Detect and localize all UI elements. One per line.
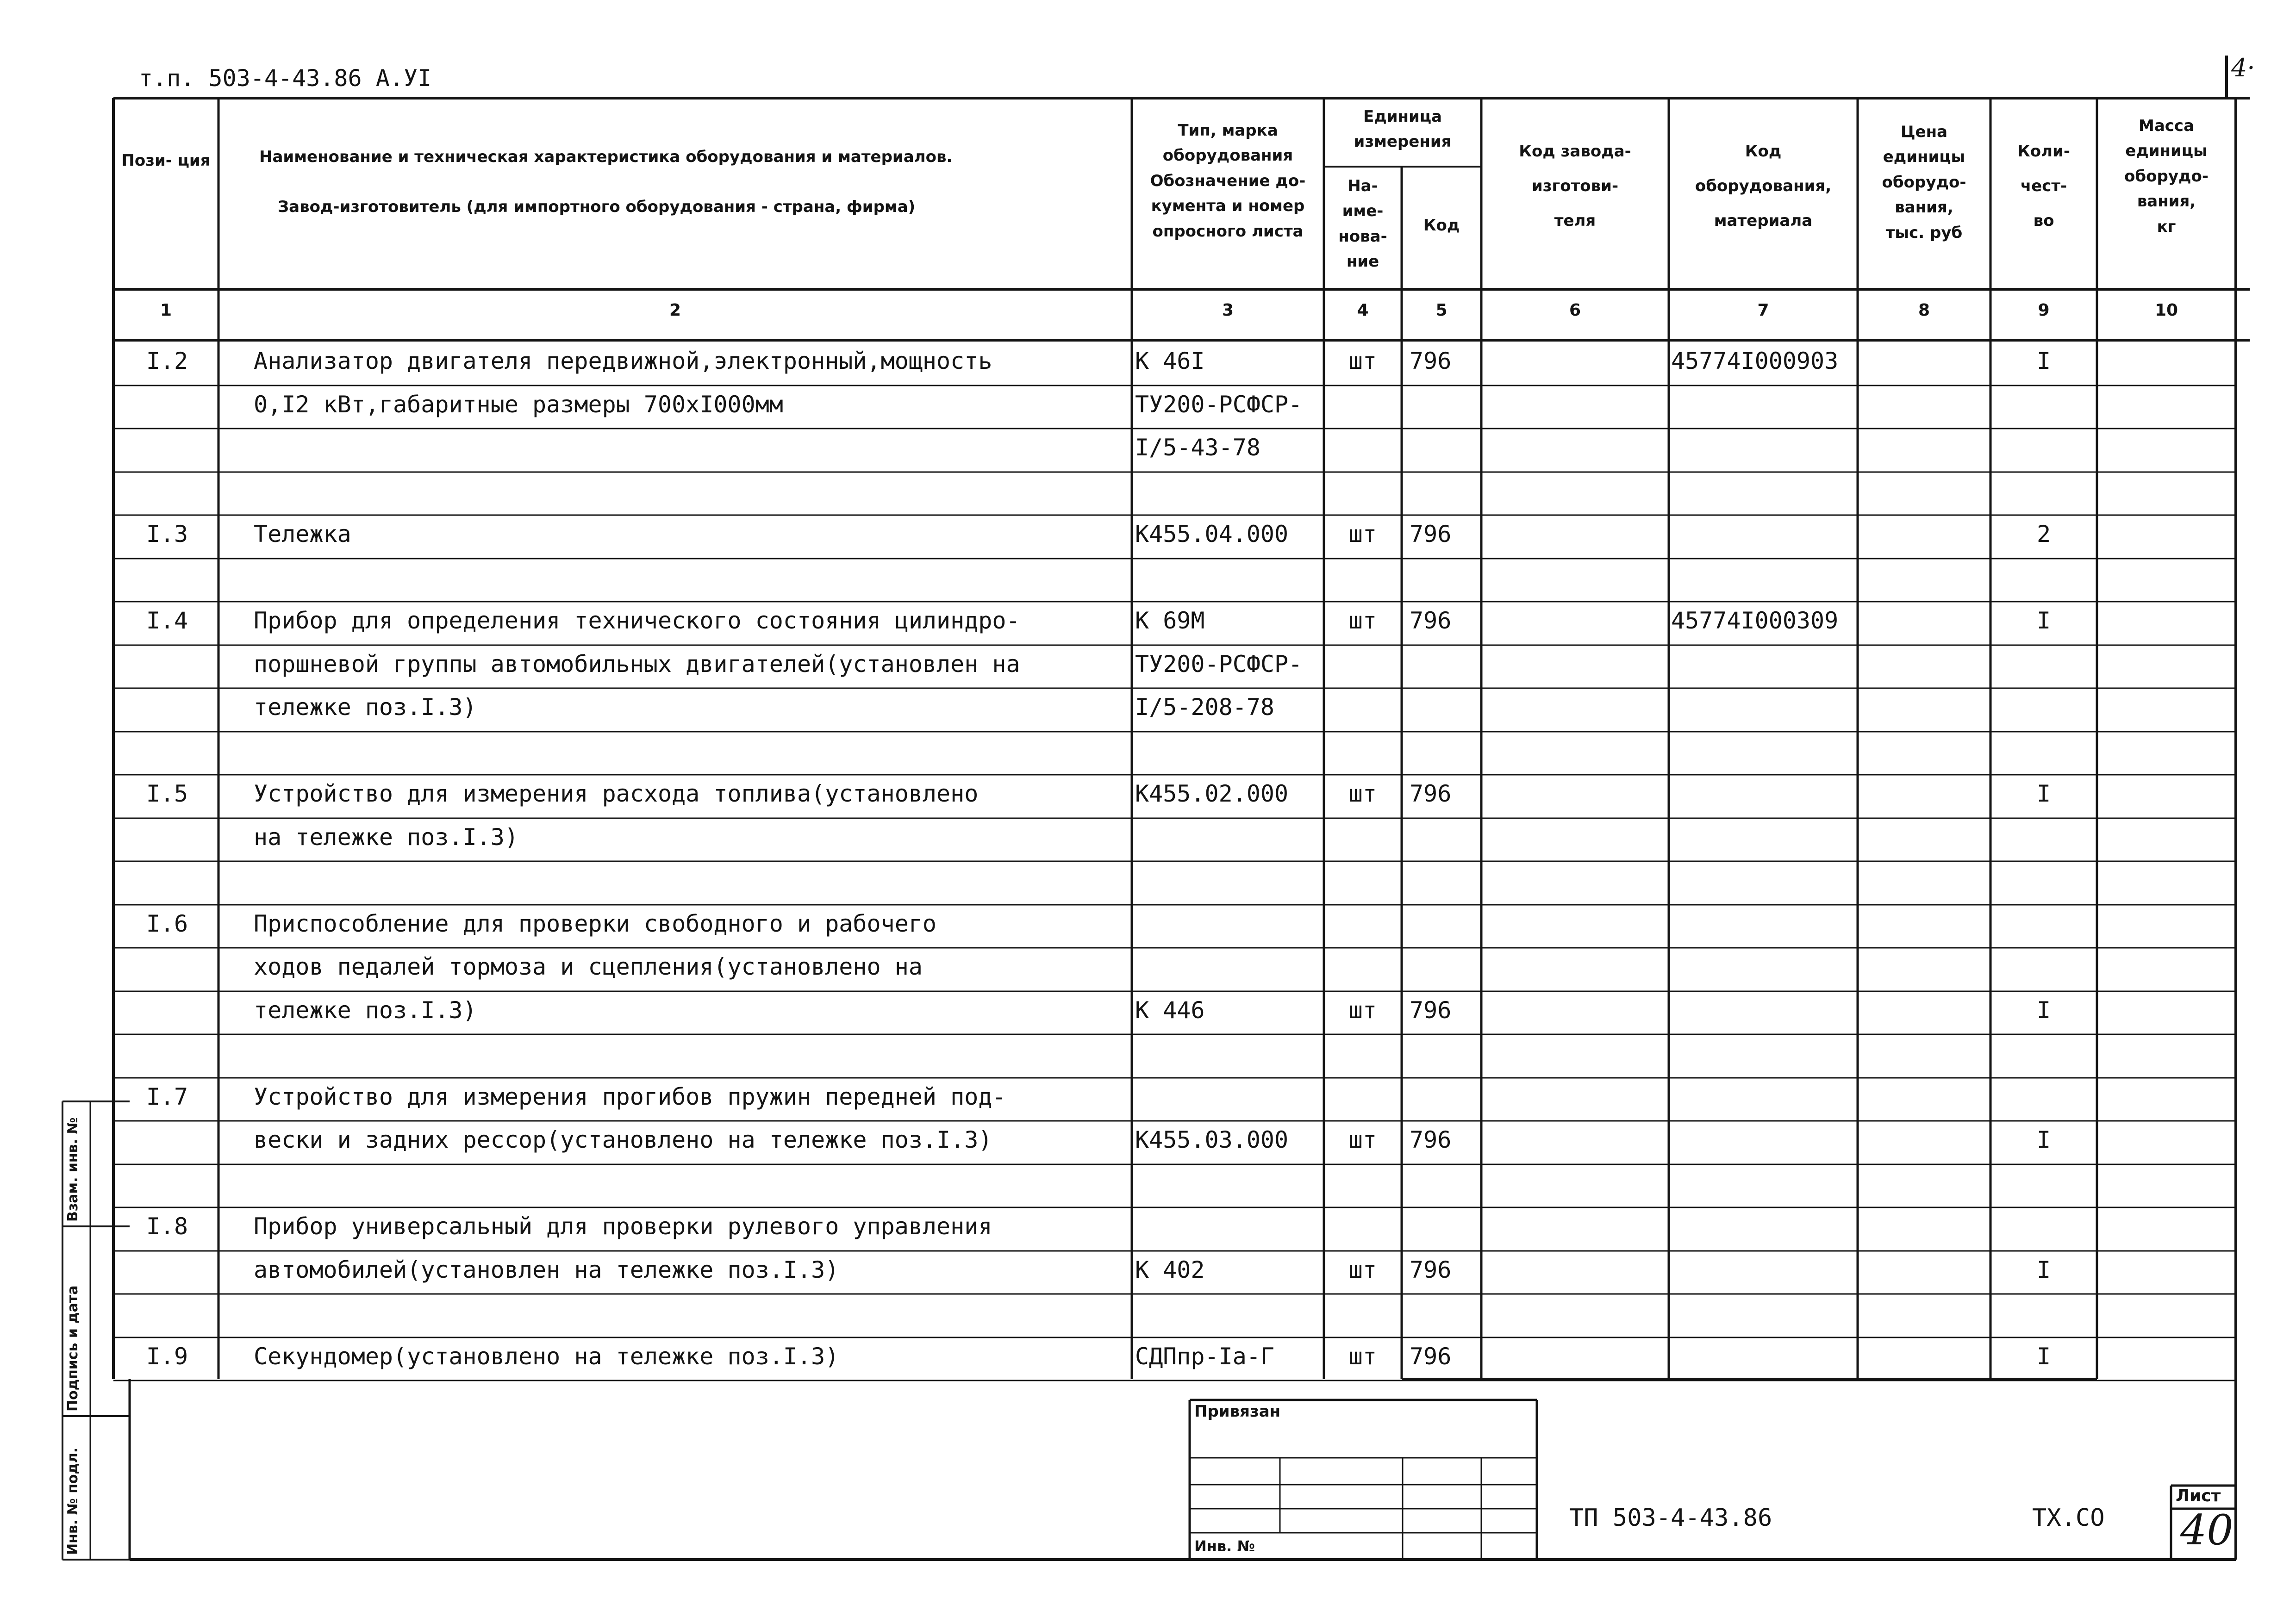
cell-name: Приспособление для проверки свободного и рабочего: [254, 910, 937, 937]
cell-unit-code: 796: [1410, 1256, 1452, 1283]
cell-unit-code: 796: [1410, 1126, 1452, 1153]
cell-name: тележке поз.I.3): [254, 996, 477, 1024]
cell-position: I.5: [146, 780, 188, 807]
cell-position: I.7: [146, 1083, 188, 1110]
cell-name: 0,I2 кВт,габаритные размеры 700хI000мм: [254, 391, 783, 418]
cell-position: I.4: [146, 607, 188, 634]
cell-unit: шт: [1348, 1126, 1377, 1153]
cell-type: ТУ200-РСФСР-: [1135, 391, 1303, 418]
cell-type: К 69М: [1135, 607, 1205, 634]
cell-unit-code: 796: [1410, 348, 1452, 374]
stamp-sheet-number: 40: [2180, 1506, 2234, 1555]
stamp-document-number: ТП 503-4-43.86: [1569, 1504, 1772, 1532]
side-label-inv-no: Инв. № подл.: [65, 1447, 81, 1555]
cell-position: I.3: [146, 521, 188, 547]
column-number-9: 9: [2038, 301, 2050, 320]
stamp-inv-no-label: Инв. №: [1194, 1537, 1255, 1555]
cell-unit-code: 796: [1410, 996, 1452, 1024]
column-number-3: 3: [1222, 301, 1234, 320]
cell-type: К 446: [1135, 996, 1205, 1024]
side-label-replacement-inv: Взам. инв. №: [65, 1117, 81, 1222]
column-number-4: 4: [1357, 301, 1369, 320]
cell-position: I.8: [146, 1213, 188, 1240]
cell-position: I.9: [146, 1343, 188, 1370]
cell-name: Прибор для определения технического состояния цилиндро-: [254, 607, 1020, 634]
cell-quantity: I: [2036, 996, 2051, 1024]
header-equipment-code: Код оборудования, материала: [1695, 142, 1832, 230]
cell-unit: шт: [1348, 607, 1377, 634]
stamp-mark: ТХ.СО: [2032, 1504, 2105, 1532]
header-quantity: Коли- чест- во: [2017, 142, 2070, 230]
cell-unit: шт: [1348, 521, 1377, 547]
cell-position: I.6: [146, 910, 188, 937]
cell-name: автомобилей(установлен на тележке поз.I.3): [254, 1256, 839, 1283]
cell-type: К455.03.000: [1135, 1126, 1289, 1153]
header-factory-code: Код завода- изготови- теля: [1519, 142, 1631, 230]
cell-quantity: I: [2036, 348, 2051, 374]
cell-name: Прибор универсальный для проверки рулевого управления: [254, 1213, 992, 1240]
cell-type: I/5-208-78: [1135, 694, 1275, 721]
column-number-1: 1: [160, 301, 172, 320]
cell-unit-code: 796: [1410, 521, 1452, 547]
column-number-6: 6: [1569, 301, 1581, 320]
cell-type: К455.02.000: [1135, 780, 1289, 807]
cell-name: вески и задних рессор(установлено на тележке поз.I.3): [254, 1126, 992, 1153]
cell-type: К455.04.000: [1135, 521, 1289, 547]
cell-unit: шт: [1348, 1343, 1377, 1370]
cell-name: Анализатор двигателя передвижной,электронный,мощность: [254, 348, 992, 374]
cell-name: тележке поз.I.3): [254, 694, 477, 721]
header-position: Пози- ция: [121, 151, 211, 170]
cell-unit: шт: [1348, 1256, 1377, 1283]
column-number-2: 2: [669, 301, 681, 320]
header-mass: Масса единицы оборудо- вания, кг: [2124, 117, 2209, 236]
cell-type: СДПпр-Iа-Г: [1135, 1343, 1275, 1370]
cell-quantity: 2: [2036, 521, 2051, 547]
column-number-7: 7: [1757, 301, 1769, 320]
cell-name: Устройство для измерения прогибов пружин передней под-: [254, 1083, 1006, 1110]
column-number-8: 8: [1918, 301, 1930, 320]
cell-equipment-code: 45774I000309: [1671, 607, 1839, 634]
cell-quantity: I: [2036, 1126, 2051, 1153]
header-unit-group: Единица измерения: [1354, 107, 1452, 151]
document-code: т.п. 503-4-43.86 А.УI: [139, 65, 432, 92]
cell-unit-code: 796: [1410, 780, 1452, 807]
cell-unit: шт: [1348, 780, 1377, 807]
cell-name: ходов педалей тормоза и сцепления(установлено на: [254, 953, 923, 980]
cell-name: Тележка: [254, 521, 351, 547]
cell-quantity: I: [2036, 1256, 2051, 1283]
header-name-line1: Наименование и техническая характеристика оборудования и материалов.: [259, 148, 953, 166]
cell-unit-code: 796: [1410, 607, 1452, 634]
header-name-line2: Завод-изготовитель (для импортного оборудования - страна, фирма): [278, 198, 916, 216]
cell-unit-code: 796: [1410, 1343, 1452, 1370]
cell-quantity: I: [2036, 780, 2051, 807]
header-type: Тип, марка оборудования Обозначение до- кумента и номер опросного листа: [1150, 121, 1306, 241]
column-number-10: 10: [2154, 301, 2178, 320]
cell-name: поршневой группы автомобильных двигателей(установлен на: [254, 650, 1020, 678]
cell-name: на тележке поз.I.3): [254, 823, 518, 851]
cell-type: ТУ200-РСФСР-: [1135, 650, 1303, 678]
cell-name: Устройство для измерения расхода топлива(установлено: [254, 780, 979, 807]
cell-quantity: I: [2036, 1343, 2051, 1370]
corner-mark: 4·: [2231, 53, 2255, 82]
cell-unit: шт: [1348, 348, 1377, 374]
side-label-signature-date: Подпись и дата: [65, 1285, 81, 1412]
cell-unit: шт: [1348, 996, 1377, 1024]
stamp-linked-label: Привязан: [1194, 1402, 1281, 1421]
cell-equipment-code: 45774I000903: [1671, 348, 1839, 374]
header-unit-name: На- име- нова- ние: [1338, 177, 1387, 271]
cell-position: I.2: [146, 348, 188, 374]
stamp-sheet-label: Лист: [2176, 1486, 2221, 1505]
cell-quantity: I: [2036, 607, 2051, 634]
cell-name: Секундомер(установлено на тележке поз.I.3): [254, 1343, 839, 1370]
column-number-5: 5: [1435, 301, 1447, 320]
header-price: Цена единицы оборудо- вания, тыс. руб: [1882, 123, 1966, 242]
cell-type: К 46I: [1135, 348, 1205, 374]
header-unit-code: Код: [1423, 216, 1460, 235]
cell-type: I/5-43-78: [1135, 434, 1260, 461]
cell-type: К 402: [1135, 1256, 1205, 1283]
